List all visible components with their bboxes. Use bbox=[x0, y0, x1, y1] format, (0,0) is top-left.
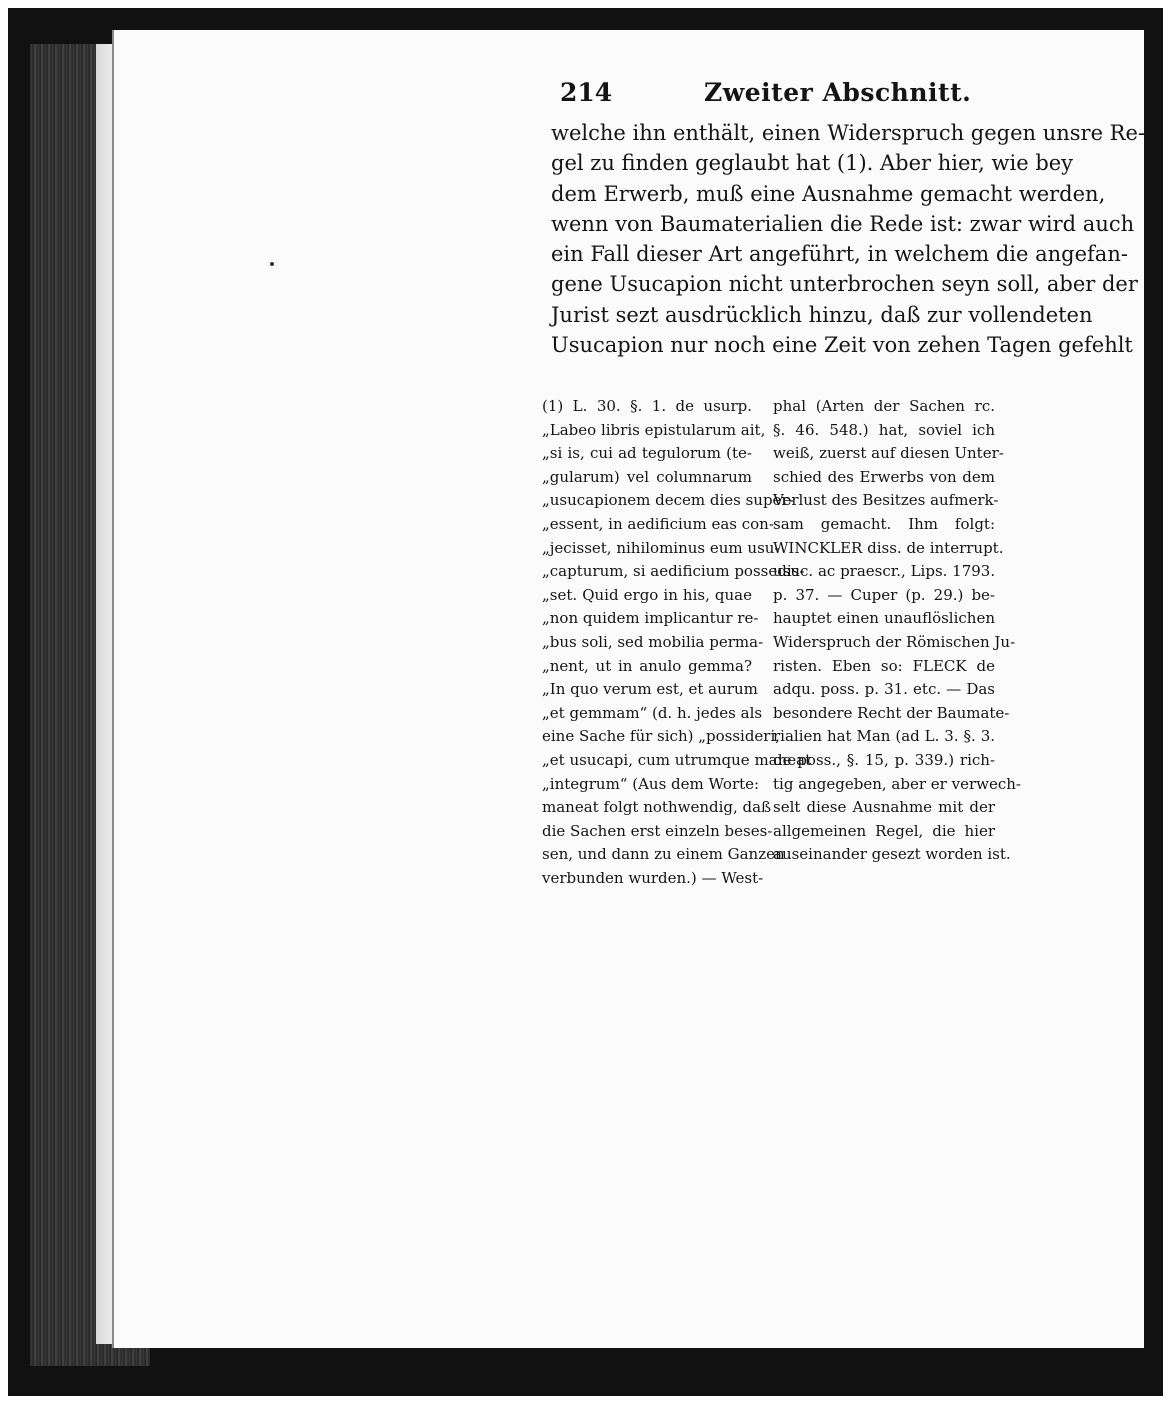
footnote-line: eine Sache für sich) „possideri, bbox=[542, 727, 781, 746]
footnote-line: selt diese Ausnahme mit der bbox=[773, 798, 995, 817]
footnote-line: auseinander gesezt worden ist. bbox=[773, 845, 1011, 864]
text-line: wenn von Baumaterialien die Rede ist: zwar wird auch bbox=[551, 211, 1135, 236]
footnote-line: risten. Eben so: FLECK de bbox=[773, 656, 995, 675]
page-number: 214 bbox=[560, 78, 613, 107]
footnote-line: phal (Arten der Sachen rc. bbox=[773, 397, 995, 415]
footnote-line: „set. Quid ergo in his, quae bbox=[542, 585, 752, 604]
footnote-line: „bus soli, sed mobilia perma- bbox=[542, 632, 764, 651]
running-title: Zweiter Abschnitt. bbox=[704, 78, 972, 107]
footnote-line: die Sachen erst einzeln beses- bbox=[542, 821, 773, 840]
main-text bbox=[551, 118, 1146, 360]
text-line: Jurist sezt ausdrücklich hinzu, daß zur vollendeten bbox=[551, 302, 1093, 327]
text-line: ein Fall dieser Art angeführt, in welchem die angefan- bbox=[551, 242, 1128, 267]
footnote-line: „In quo verum est, et aurum bbox=[542, 680, 758, 699]
footnote-line: „nent, ut in anulo gemma? bbox=[542, 656, 752, 675]
footnote-line: adqu. poss. p. 31. etc. — Das bbox=[773, 680, 995, 699]
footnote-line: „essent, in aedificium eas con- bbox=[542, 514, 774, 533]
text-line: dem Erwerb, muß eine Ausnahme gemacht werden, bbox=[551, 181, 1106, 206]
footnote-line: §. 46. 548.) hat, soviel ich bbox=[773, 420, 995, 439]
text-line: Usucapion nur noch eine Zeit von zehen Tagen gefehlt bbox=[551, 333, 1133, 358]
footnote-line: schied des Erwerbs von dem bbox=[773, 467, 995, 486]
text-line: welche ihn enthält, einen Widerspruch gegen unsre Re- bbox=[551, 121, 1146, 145]
footnote-line: „non quidem implicantur re- bbox=[542, 609, 759, 628]
footnote-line: „capturum, si aedificium possedis- bbox=[542, 562, 805, 581]
footnote-line: „et usucapi, cum utrumque maneat bbox=[542, 750, 812, 769]
footnote-line: sen, und dann zu einem Ganzen bbox=[542, 845, 785, 864]
footnote-line: „jecisset, nihilominus eum usu- bbox=[542, 538, 780, 557]
footnote-line: de poss., §. 15, p. 339.) rich- bbox=[773, 750, 995, 769]
footnote-line: „si is, cui ad tegulorum (te- bbox=[542, 444, 752, 463]
text-line: gel zu finden geglaubt hat (1). Aber hier, wie bey bbox=[551, 151, 1074, 176]
footnote-line: allgemeinen Regel, die hier bbox=[773, 821, 995, 840]
footnote-line: „integrum“ (Aus dem Worte: bbox=[542, 774, 760, 793]
footnote-column-right bbox=[773, 395, 1021, 867]
footnote-line: „gularum) vel columnarum bbox=[542, 467, 752, 486]
footnote-column-left bbox=[542, 395, 812, 890]
footnote-line: „usucapionem decem dies super- bbox=[542, 491, 794, 510]
footnote-line: maneat folgt nothwendig, daß bbox=[542, 798, 772, 817]
footnote-line: „et gemmam“ (d. h. jedes als bbox=[542, 703, 763, 722]
page-header bbox=[560, 78, 1000, 118]
footnote-line: Verlust des Besitzes aufmerk- bbox=[773, 491, 999, 510]
footnote-line: usuc. ac praescr., Lips. 1793. bbox=[773, 562, 996, 581]
footnote-line: Widerspruch der Römischen Ju- bbox=[773, 632, 1016, 651]
footnote-line: weiß, zuerst auf diesen Unter- bbox=[773, 444, 1004, 463]
footnote-line: „Labeo libris epistularum ait, bbox=[542, 420, 766, 439]
footnote-line: verbunden wurden.) — West- bbox=[542, 868, 764, 887]
footnote-line: sam gemacht. Ihm folgt: bbox=[773, 514, 995, 533]
footnote-line: rialien hat Man (ad L. 3. §. 3. bbox=[773, 727, 995, 746]
footnote-line: p. 37. — Cuper (p. 29.) be- bbox=[773, 585, 995, 604]
ink-speck bbox=[270, 262, 274, 266]
footnote-line: besondere Recht der Baumate- bbox=[773, 703, 1010, 722]
footnote-line: (1) L. 30. §. 1. de usurp. bbox=[542, 397, 752, 415]
text-line: gene Usucapion nicht unterbrochen seyn soll, aber der bbox=[551, 272, 1138, 297]
footnote-line: tig angegeben, aber er verwech- bbox=[773, 774, 1021, 793]
footnote-line: WINCKLER diss. de interrupt. bbox=[773, 538, 1004, 557]
footnote-line: hauptet einen unauflöslichen bbox=[773, 609, 995, 628]
